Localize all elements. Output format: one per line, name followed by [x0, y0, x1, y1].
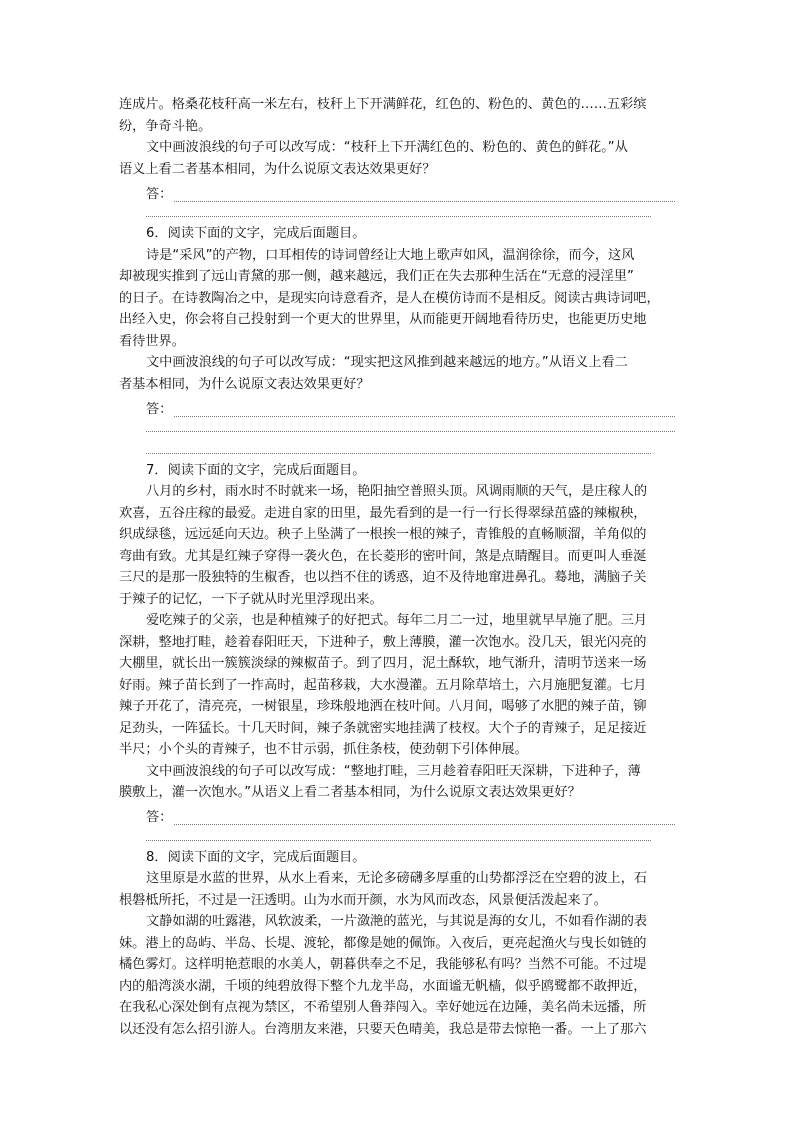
q7-line-13: 半尺；小个头的青辣子，也不甘示弱，抓住条枝，使劲朝下引体伸展。: [119, 742, 528, 757]
q7-line-8: 深耕，整地打畦，趁着春阳旺天，下进种子，敷上薄膜，灌一次饱水。没几天，银光闪亮的: [119, 634, 647, 650]
q7-answer-line[interactable]: [119, 804, 675, 826]
answer-dotted-line: [174, 812, 675, 825]
q6-line-1: 诗是“采风”的产物，口耳相传的诗词曾经让大地上歌声如风，温润徐徐，而今，这风: [146, 247, 635, 263]
q7-line-1: 八月的乡村，雨水时不时就来一场，艳阳抽空普照头顶。风调雨顺的天气，是庄稼人的: [146, 484, 648, 499]
q5-answer-label: 答：: [146, 186, 173, 202]
answer-dotted-line[interactable]: [119, 202, 675, 224]
q6-line-5: 看待世界。: [119, 333, 185, 349]
answer-dotted-line: [174, 189, 675, 202]
q7-line-3: 织成绿毯，远远延向天边。秧子上坠满了一根挨一根的辣子，青锥般的直畅顺溜，羊角似的: [119, 527, 647, 542]
q7-line-7: 爱吃辣子的父亲，也是种植辣子的好把式。每年二月二一过，地里就早早施了肥。三月: [146, 613, 648, 628]
q7-line-12: 足劲头，一阵猛长。十几天时间，辣子条就密实地挂满了枝杈。大个子的青辣子，足足接近: [119, 720, 647, 736]
answer-dotted-line: [174, 404, 675, 417]
answer-dotted-line[interactable]: [119, 825, 675, 847]
document-page: [119, 94, 675, 1040]
q5-line-2: 纷，争奇斗艳。: [119, 118, 212, 134]
q5-line-1: 连成片。格桑花枝秆高一米左右，枝秆上下开满鲜花，红色的、粉色的、黄色的……五彩缤: [119, 97, 647, 112]
q8-line-3: 文静如湖的吐露港，风软波柔，一片潋滟的蓝光，与其说是海的女儿，不如看作湖的表: [146, 914, 648, 929]
q7-line-9: 大棚里，就长出一簇簇淡绿的辣椒苗子。到了四月，泥土酥软，地气渐升，清明节送来一场: [119, 656, 647, 671]
q7-line-15: 膜敷上，灌一次饱水。”从语义上看二者基本相同，为什么说原文表达效果更好？: [119, 785, 581, 800]
q7-line-10: 好雨。辣子苗长到了一拃高时，起苗移栽，大水漫灌。五月除草培土，六月施肥复灌。七月: [119, 677, 647, 693]
q6-line-4: 出经入史，你会将自己投射到一个更大的世界里，从而能更开阔地看待历史，也能更历史地: [119, 312, 647, 327]
q7-line-5: 三尺的是那一股独特的生椒香，也以挡不住的诱惑，迫不及待地窜进鼻孔。蓦地，满脑子关: [119, 570, 647, 585]
q6-answer-line[interactable]: [119, 395, 675, 417]
q8-line-1: 这里原是水蓝的世界，从水上看来，无论多磅礴多厚重的山势都浮泛在空碧的波上，石: [146, 871, 648, 886]
q5-line-4: 语义上看二者基本相同，为什么说原文表达效果更好？: [119, 161, 436, 177]
q8-line-7: 在我私心深处倒有点视为禁区，不希望别人鲁莽闯入。幸好她远在边陲，美名尚未远播，所: [119, 1000, 647, 1015]
q8-line-6: 内的船湾淡水湖，千顷的纯碧放得下整个九龙半岛，水面谧无帆樯，似乎鸥鹭都不敢押近，: [119, 978, 647, 994]
q8-line-4: 妹。港上的岛屿、半岛、长堤、渡轮，都像是她的佩饰。入夜后，更亮起渔火与曳长如链的: [119, 935, 647, 951]
q5-line-3: 文中画波浪线的句子可以改写成：“枝秆上下开满红色的、粉色的、黄色的鲜花。”从: [146, 140, 628, 155]
q7-line-6: 于辣子的记忆，一下子就从时光里浮现出来。: [119, 591, 383, 607]
answer-dotted-line[interactable]: [119, 417, 675, 439]
q6-line-3: 的日子。在诗教陶冶之中，是现实向诗意看齐，是人在模仿诗而不是相反。阅读古典诗词吧，: [119, 290, 660, 306]
q8-line-8: 以还没有怎么招引游人。台湾朋友来港，只要天色晴美，我总是带去惊艳一番。一上了那六: [119, 1021, 647, 1037]
q7-line-2: 欢喜，五谷庄稼的最爱。走进自家的田里，最先看到的是一行一行长得翠绿茁盛的辣椒秧，: [119, 505, 647, 521]
q7-line-14: 文中画波浪线的句子可以改写成：“整地打畦，三月趁着春阳旺天深耕，下进种子，薄: [146, 763, 641, 779]
q6-line-6: 文中画波浪线的句子可以改写成：“现实把这风推到越来越远的地方。”从语义上看二: [146, 355, 628, 370]
q7-line-11: 辣子开花了，清亮亮，一树银星，珍珠般地洒在枝叶间。八月间，喝够了水肥的辣子苗，铆: [119, 699, 647, 714]
q8-line-5: 橘色雾灯。这样明艳惹眼的水美人，朝暮供奉之不足，我能够私有吗？当然不可能。不过堤: [119, 957, 647, 972]
q8-line-2: 根磐柢所托，不过是一汪透明。山为水而开颜，水为风而改态，风景便活泼起来了。: [119, 892, 607, 908]
q7-title: 7．阅读下面的文字，完成后面题目。: [146, 462, 366, 478]
q7-line-4: 弯曲有致。尤其是红辣子穿得一袭火色，在长菱形的密叶间，煞是点睛醒目。而更叫人垂涎: [119, 548, 647, 564]
q6-line-2: 却被现实推到了远山青黛的那一侧，越来越远，我们正在失去那种生活在“无意的浸淫里”: [119, 269, 634, 284]
q6-line-7: 者基本相同，为什么说原文表达效果更好？: [119, 376, 370, 392]
q5-answer-line[interactable]: [119, 180, 675, 202]
q7-answer-label: 答：: [146, 810, 173, 825]
q6-answer-label: 答：: [146, 401, 173, 417]
q6-title: 6．阅读下面的文字，完成后面题目。: [146, 226, 366, 241]
q8-title: 8．阅读下面的文字，完成后面题目。: [146, 849, 366, 865]
answer-dotted-line[interactable]: [119, 438, 675, 460]
